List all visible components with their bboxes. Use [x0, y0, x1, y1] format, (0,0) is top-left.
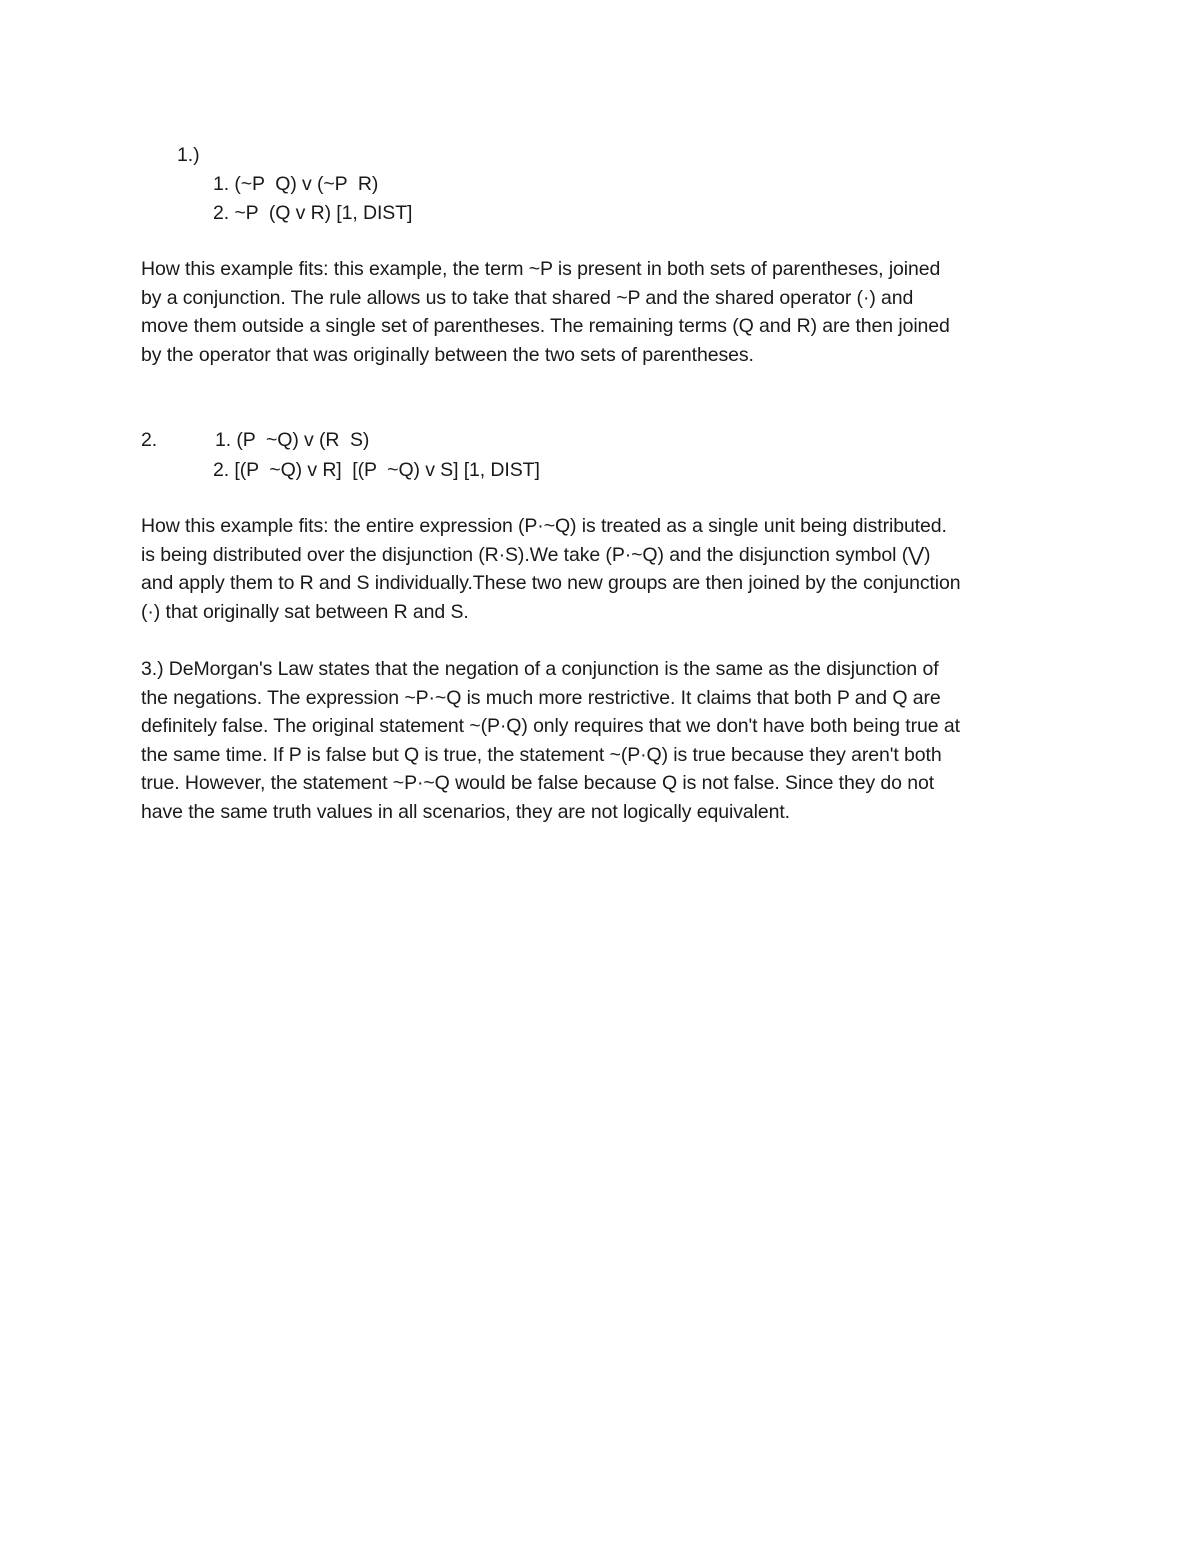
- section3-paragraph-line: have the same truth values in all scenarios, they are not logically equivalent.: [141, 800, 790, 823]
- section3-paragraph-line: true. However, the statement ~P·~Q would be false because Q is not false. Since they do not: [141, 772, 935, 795]
- section1-explanation-line: How this example fits: this example, the term ~P is present in both sets of parentheses, joined: [141, 258, 941, 280]
- section3-paragraph-line: definitely false. The original statement ~(P·Q) only requires that we don't have both being true at: [141, 715, 960, 738]
- section1-step1: 1. (~P Q) v (~P R): [213, 173, 379, 195]
- section2-explanation: [141, 512, 1081, 626]
- section2-explanation-line: and apply them to R and S individually.These two new groups are then joined by the conjunction: [141, 572, 961, 595]
- section2-step1: 1. (P ~Q) v (R S): [215, 429, 370, 451]
- section3-paragraph: [141, 655, 1081, 827]
- section1-explanation: [141, 255, 1081, 369]
- section2-explanation-line: is being distributed over the disjunction (R·S).We take (P·~Q) and the disjunction symbol (⋁): [141, 543, 931, 566]
- section1-heading: 1.): [177, 144, 200, 166]
- section3-paragraph-line: the negations. The expression ~P·~Q is much more restrictive. It claims that both P and Q are: [141, 686, 941, 709]
- section3-paragraph-line: 3.) DeMorgan's Law states that the negation of a conjunction is the same as the disjunction of: [141, 658, 939, 680]
- section2-heading: 2.: [141, 429, 158, 451]
- section2-explanation-line: (·) that originally sat between R and S.: [141, 600, 469, 623]
- section2-step2: 2. [(P ~Q) v R] [(P ~Q) v S] [1, DIST]: [213, 459, 540, 481]
- section3-paragraph-line: the same time. If P is false but Q is true, the statement ~(P·Q) is true because they aren't both: [141, 743, 942, 766]
- section2-explanation-line: How this example fits: the entire expression (P·~Q) is treated as a single unit being distributed.: [141, 515, 947, 537]
- section1-explanation-line: move them outside a single set of parentheses. The remaining terms (Q and R) are then joined: [141, 315, 950, 338]
- section1-explanation-line: by a conjunction. The rule allows us to take that shared ~P and the shared operator (·) and: [141, 286, 914, 309]
- section1-step2: 2. ~P (Q v R) [1, DIST]: [213, 202, 413, 224]
- section1-explanation-line: by the operator that was originally between the two sets of parentheses.: [141, 343, 754, 366]
